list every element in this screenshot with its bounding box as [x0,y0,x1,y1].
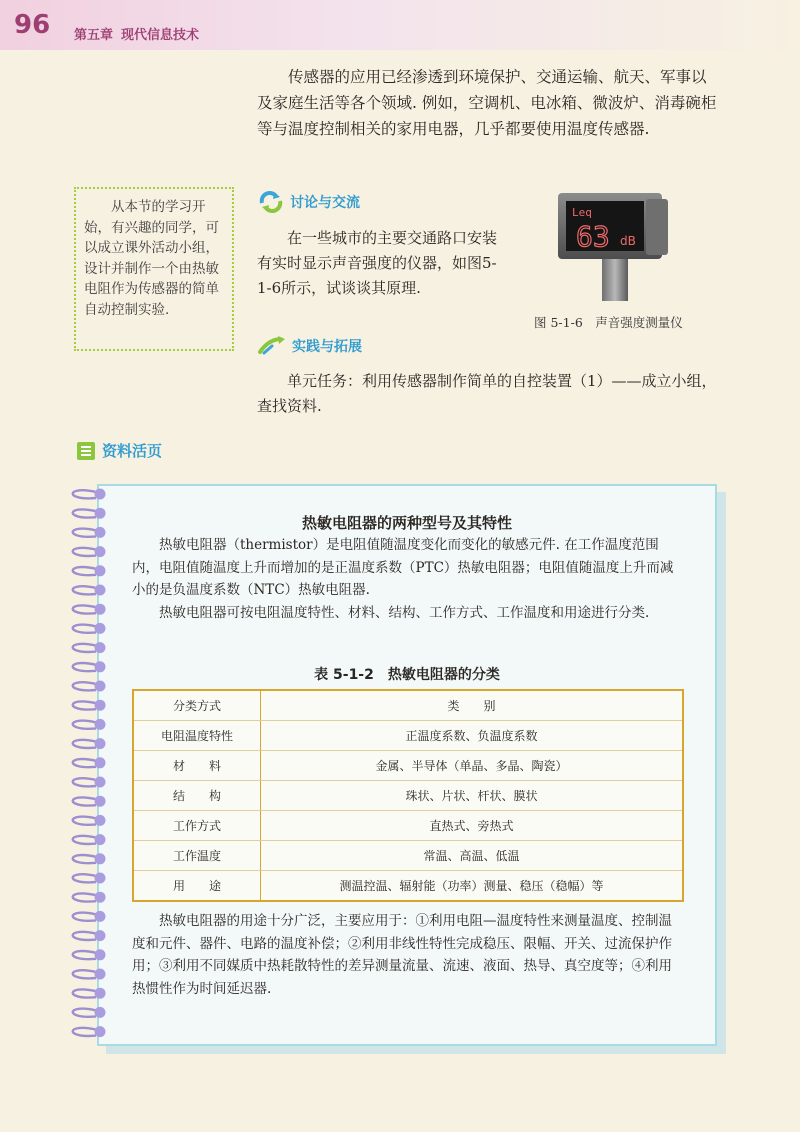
spiral-ring [73,1007,106,1018]
spiral-ring [73,834,106,845]
margin-note: 从本节的学习开始，有兴趣的同学，可以成立课外活动小组，设计并制作一个由热敏电阻作为传感器的简单自动控制实验. [74,187,234,351]
spiral-ring [73,949,106,960]
discussion-heading [258,191,360,213]
table-cell: 电阻温度特性 [133,721,261,751]
spiral-ring [73,661,106,672]
intro-paragraph: 传感器的应用已经渗透到环境保护、交通运输、航天、军事以及家庭生活等各个领域. 例如，空调机、电冰箱、微波炉、消毒碗柜等与温度控制相关的家用电器，几乎都要使用温度传感器. [257,68,717,138]
table-cell: 材 料 [133,751,261,781]
spiral-ring [73,508,106,519]
spiral-ring [73,796,106,807]
resource-heading-text: 资料活页 [102,442,163,460]
spiral-ring [73,969,106,980]
discussion-heading-text: 讨论与交流 [290,195,360,211]
spiral-ring [73,777,106,788]
table-row [133,751,683,781]
practice-heading-text: 实践与拓展 [292,339,362,355]
spiral-ring [73,892,106,903]
table-row [133,781,683,811]
table-row [133,871,683,902]
meter-pole [602,255,628,301]
spiral-ring [73,565,106,576]
table-cell: 常温、高温、低温 [261,841,684,871]
table-cell: 工作温度 [133,841,261,871]
table-cell: 正温度系数、负温度系数 [261,721,684,751]
table-cell: 工作方式 [133,811,261,841]
table-cell: 测温控温、辐射能（功率）测量、稳压（稳幅）等 [339,879,604,893]
table-header-row [133,690,683,721]
resource-icon [76,441,96,461]
spiral-ring [73,700,106,711]
resource-panel [97,484,717,1046]
panel-paragraph-1: 热敏电阻器（thermistor）是电阻值随温度变化而变化的敏感元件. 在工作温度范围内，电阻值随温度上升而增加的是正温度系数（PTC）热敏电阻器；电阻值随温度上升而减小的是负温度系数（NTC）热敏电阻器. [132,537,674,598]
panel-paragraph-3: 热敏电阻器的用途十分广泛，主要应用于：①利用电阻—温度特性来测量温度、控制温度和元件、器件、电路的温度补偿；②利用非线性特性完成稳压、限幅、开关、过流保护作用；③利用不同媒质中热耗散特性的差异测量流量、流速、液面、热导、真空度等；④利用热惯性作为时间延迟器. [132,913,672,997]
spiral-ring [73,546,106,557]
meter-display-label: Leq [572,206,592,219]
spiral-ring [73,527,106,538]
page-number: 96 [14,10,51,40]
spiral-ring [73,738,106,749]
table-header-cell: 分类方式 [133,690,261,721]
spiral-binding [62,482,110,1050]
spiral-ring [73,815,106,826]
table-caption: 表 5-1-2 热敏电阻器的分类 [314,667,500,683]
practice-heading [258,336,362,356]
spiral-ring [73,489,106,500]
practice-text: 单元任务：利用传感器制作简单的自控装置（1）——成立小组，查找资料. [257,372,717,415]
spiral-ring [73,585,106,596]
panel-title: 热敏电阻器的两种型号及其特性 [301,514,512,532]
spiral-ring [73,873,106,884]
chapter-number: 第五章 [74,28,114,43]
table-row [133,721,683,751]
chapter-title: 现代信息技术 [121,28,200,43]
spiral-ring [73,853,106,864]
discussion-icon [258,191,284,213]
table-cell: 直热式、旁热式 [261,811,684,841]
spiral-ring [73,623,106,634]
resource-heading [76,440,162,461]
chapter-label [74,24,199,43]
meter-display-value: 63 [576,220,610,253]
spiral-ring [73,681,106,692]
spiral-ring [73,911,106,922]
table-cell: 金属、半导体（单晶、多晶、陶瓷） [261,751,684,781]
spiral-ring [73,757,106,768]
practice-icon [258,336,286,356]
table-cell: 珠状、片状、杆状、膜状 [261,781,684,811]
spiral-ring [73,988,106,999]
table-header-cell: 类 别 [261,690,684,721]
spiral-ring [73,642,106,653]
table-cell: 用 途 [133,871,261,902]
spiral-ring [73,719,106,730]
discussion-text: 在一些城市的主要交通路口安装有实时显示声音强度的仪器，如图5-1-6所示，试谈谈其原理. [257,229,498,297]
table-row [133,841,683,871]
figure-caption: 图 5-1-6 声音强度测量仪 [534,315,683,330]
spiral-ring [73,930,106,941]
table-cell: 结 构 [133,781,261,811]
classification-table [132,689,684,902]
spiral-ring [73,604,106,615]
table-row [133,811,683,841]
spiral-ring [73,1026,106,1037]
meter-display-unit: dB [620,234,636,248]
panel-paragraph-2: 热敏电阻器可按电阻温度特性、材料、结构、工作方式、工作温度和用途进行分类. [159,605,650,621]
